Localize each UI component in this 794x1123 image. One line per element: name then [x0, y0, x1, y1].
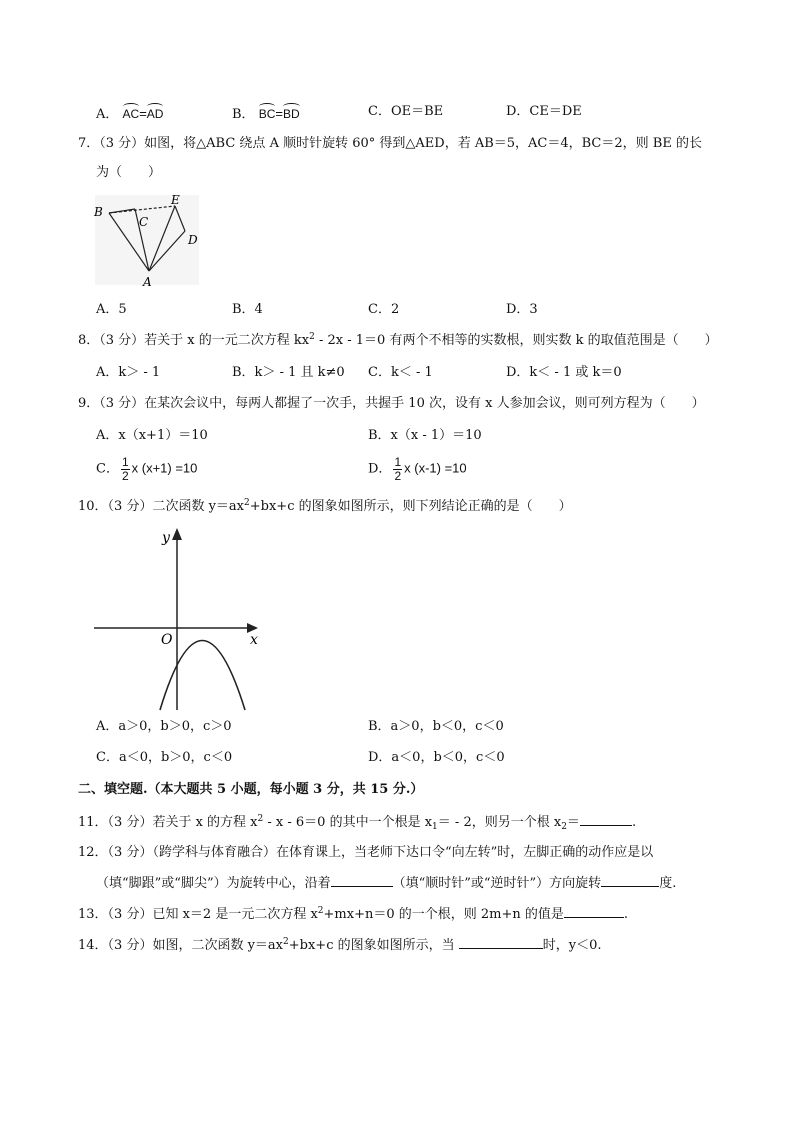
q14-answer-blank[interactable] [459, 938, 543, 949]
arc-ad: AD [146, 107, 164, 121]
y-axis-arrow [172, 528, 182, 540]
q10-parabola-graph [90, 522, 265, 712]
q7-option-b: B．4 [232, 302, 263, 317]
q7-stem-line2: 为（ ） [96, 165, 162, 180]
x-axis-label: x [250, 632, 258, 648]
figure-background [95, 195, 199, 285]
label-d: D [188, 233, 198, 247]
q6-option-c: C．OE＝BE [368, 104, 444, 119]
label-c: C [139, 215, 149, 229]
q9-option-d: D． $\frac{1}{2}$ x (x-1) =10 [368, 455, 467, 483]
q6-option-a: A． AC=AD [96, 106, 164, 122]
q11-stem: 11．（3 分）若关于 x 的方程 $x^2 - x - 6=0$ 的其中一个根是 $x_1= - 2$，则另一个根 $x_2=$ . [78, 814, 637, 832]
q9-option-a: A．x（x+1）＝10 [96, 428, 208, 443]
q8-option-b: B．k＞ - 1 且 k≠0 [232, 365, 345, 380]
q6-option-b: B． BC=BD [232, 106, 300, 122]
q8-option-a: A．k＞ - 1 [96, 365, 161, 380]
fraction-one-half: $\frac{1}{2}$ [394, 455, 402, 483]
q13-answer-blank[interactable] [564, 907, 624, 918]
q7-rotation-figure [93, 193, 203, 288]
q10-option-a: A．a＞0，b＞0，c＞0 [96, 719, 232, 734]
q14-stem: 14．（3 分）如图，二次函数 $y=ax^2+bx+c$ 的图象如图所示，当 时，y＜0. [78, 937, 602, 953]
q10-option-c: C．a＜0，b＞0，c＜0 [96, 750, 233, 765]
q7-option-d: D．3 [506, 302, 538, 317]
q10-option-b: B．a＞0，b＜0，c＜0 [368, 719, 504, 734]
q13-stem: 13．（3 分）已知 x＝2 是一元二次方程 $x^2+mx+n=0$ 的一个根，则 2m+n 的值是 . [78, 906, 629, 922]
q12-stem-line1: 12．（3 分）（跨学科与体育融合）在体育课上，当老师下达口令“向左转”时，左脚正确的动作应是以 [78, 845, 654, 860]
arc-bc: BC [258, 107, 276, 121]
label-e: E [171, 193, 180, 207]
arc-bd: BD [282, 107, 300, 121]
q11-answer-blank[interactable] [580, 815, 632, 826]
fraction-one-half: $\frac{1}{2}$ [121, 455, 129, 483]
y-axis-label: y [162, 530, 170, 546]
q12-blank-degrees[interactable] [601, 876, 659, 887]
q9-option-b: B．x（x - 1）＝10 [368, 428, 482, 443]
parabola-curve [160, 641, 245, 711]
q9-stem: 9．（3 分）在某次会议中，每两人都握了一次手，共握手 10 次，设有 x 人参加会议，则可列方程为（ ） [78, 396, 705, 411]
q10-stem: 10．（3 分）二次函数 $y=ax^2+bx+c$ 的图象如图所示，则下列结论正确的是（ ） [78, 498, 572, 514]
q7-stem-line1: 7．（3 分）如图，将△ABC 绕点 A 顺时针旋转 60° 得到△AED，若 AB＝5，AC＝4，BC＝2，则 BE 的长 [78, 136, 702, 151]
q8-option-d: D．k＜ - 1 或 k＝0 [506, 365, 622, 380]
arc-ac: AC [122, 107, 140, 121]
q6-option-d: D．CE＝DE [506, 104, 582, 119]
q12-blank-direction[interactable] [331, 876, 393, 887]
q12-stem-line2: （填“脚跟”或“脚尖”）为旋转中心，沿着 （填“顺时针”或“逆时针”）方向旋转 度. [96, 876, 677, 891]
origin-label: O [161, 632, 173, 648]
section-2-heading: 二、填空题.（本大题共 5 小题，每小题 3 分，共 15 分.） [78, 782, 424, 797]
q7-option-a: A．5 [96, 302, 127, 317]
q7-option-c: C．2 [368, 302, 400, 317]
q9-option-c: C． $\frac{1}{2}$ x (x+1) =10 [96, 455, 198, 483]
label-b: B [94, 205, 103, 219]
q8-stem: 8．（3 分）若关于 x 的一元二次方程 $kx^2 - 2x - 1=0$ 有两个不相等的实数根，则实数 k 的取值范围是（ ） [78, 332, 718, 348]
q8-option-c: C．k＜ - 1 [368, 365, 433, 380]
label-a: A [143, 275, 152, 288]
q10-option-d: D．a＜0，b＜0，c＜0 [368, 750, 505, 765]
